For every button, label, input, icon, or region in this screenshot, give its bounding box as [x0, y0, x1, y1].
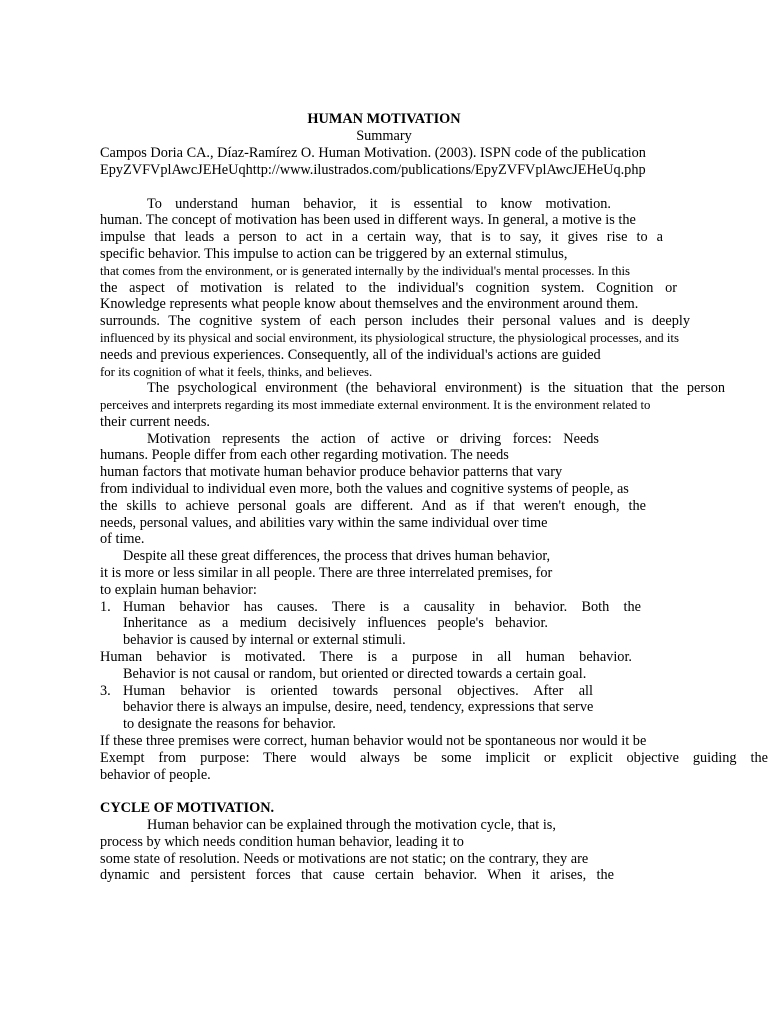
section-body-line: some state of resolution. Needs or motivations are not static; on the contrary, they are [100, 851, 589, 867]
body-line: behavior of people. [100, 767, 211, 783]
body-line: the aspect of motivation is related to the individual's cognition system. Cognition or [100, 280, 677, 296]
body-line: needs and previous experiences. Consequently, all of the individual's actions are guided [100, 347, 601, 363]
body-line: the skills to achieve personal goals are different. And as if that weren't enough, the [100, 498, 646, 514]
body-line: for its cognition of what it feels, thinks, and believes. [100, 365, 373, 379]
document-subtitle: Summary [356, 128, 412, 144]
body-line: To understand human behavior, it is essential to know motivation. [147, 196, 611, 212]
body-line: Exempt from purpose: There would always be some implicit or explicit objective guiding the [100, 750, 768, 766]
body-line: Motivation represents the action of active or driving forces: Needs [147, 431, 599, 447]
body-line: Despite all these great differences, the process that drives human behavior, [123, 548, 551, 564]
list-item: Behavior is not causal or random, but oriented or directed towards a certain goal. [123, 666, 587, 682]
body-line: to explain human behavior: [100, 582, 257, 598]
body-line: The psychological environment (the behavioral environment) is the situation that the person [147, 380, 725, 396]
list-number: 3. [100, 683, 111, 699]
body-line: of time. [100, 531, 145, 547]
citation-line: EpyZVFVplAwcJEHeUqhttp://www.ilustrados.com/publications/EpyZVFVplAwcJEHeUq.php [100, 162, 646, 178]
section-body-line: Human behavior can be explained through the motivation cycle, that is, [147, 817, 556, 833]
list-item: Human behavior is motivated. There is a purpose in all human behavior. [100, 649, 632, 665]
body-line: their current needs. [100, 414, 210, 430]
body-line: that comes from the environment, or is generated internally by the individual's mental processes. In this [100, 264, 631, 278]
list-item: Human behavior is oriented towards personal objectives. After all [123, 683, 593, 699]
body-line: perceives and interprets regarding its most immediate external environment. It is the environment related to [100, 398, 651, 412]
body-line: humans. People differ from each other regarding motivation. The needs [100, 447, 509, 463]
list-item: behavior is caused by internal or external stimuli. [123, 632, 406, 648]
body-line: If these three premises were correct, human behavior would not be spontaneous nor would it be [100, 733, 647, 749]
body-line: from individual to individual even more, both the values and cognitive systems of people, as [100, 481, 629, 497]
section-body-line: dynamic and persistent forces that cause certain behavior. When it arises, the [100, 867, 614, 883]
body-line: human factors that motivate human behavior produce behavior patterns that vary [100, 464, 563, 480]
citation-line: Campos Doria CA., Díaz-Ramírez O. Human Motivation. (2003). ISPN code of the publication [100, 145, 646, 161]
section-heading: CYCLE OF MOTIVATION. [100, 800, 275, 816]
body-line: Knowledge represents what people know about themselves and the environment around them. [100, 296, 639, 312]
section-body-line: process by which needs condition human behavior, leading it to [100, 834, 464, 850]
body-line: surrounds. The cognitive system of each person includes their personal values and is deeply [100, 313, 690, 329]
body-line: impulse that leads a person to act in a certain way, that is to say, it gives rise to a [100, 229, 663, 245]
body-line: it is more or less similar in all people. There are three interrelated premises, for [100, 565, 553, 581]
body-line: human. The concept of motivation has been used in different ways. In general, a motive is the [100, 212, 636, 228]
list-number: 1. [100, 599, 111, 615]
body-line: needs, personal values, and abilities vary within the same individual over time [100, 515, 548, 531]
list-item: Human behavior has causes. There is a causality in behavior. Both the [123, 599, 641, 615]
list-item: Inheritance as a medium decisively influences people's behavior. [123, 615, 548, 631]
document-title: HUMAN MOTIVATION [307, 111, 461, 127]
list-item: to designate the reasons for behavior. [123, 716, 336, 732]
body-line: influenced by its physical and social environment, its physiological structure, the physiological processes, and its [100, 331, 679, 345]
body-line: specific behavior. This impulse to action can be triggered by an external stimulus, [100, 246, 568, 262]
list-item: behavior there is always an impulse, desire, need, tendency, expressions that serve [123, 699, 594, 715]
